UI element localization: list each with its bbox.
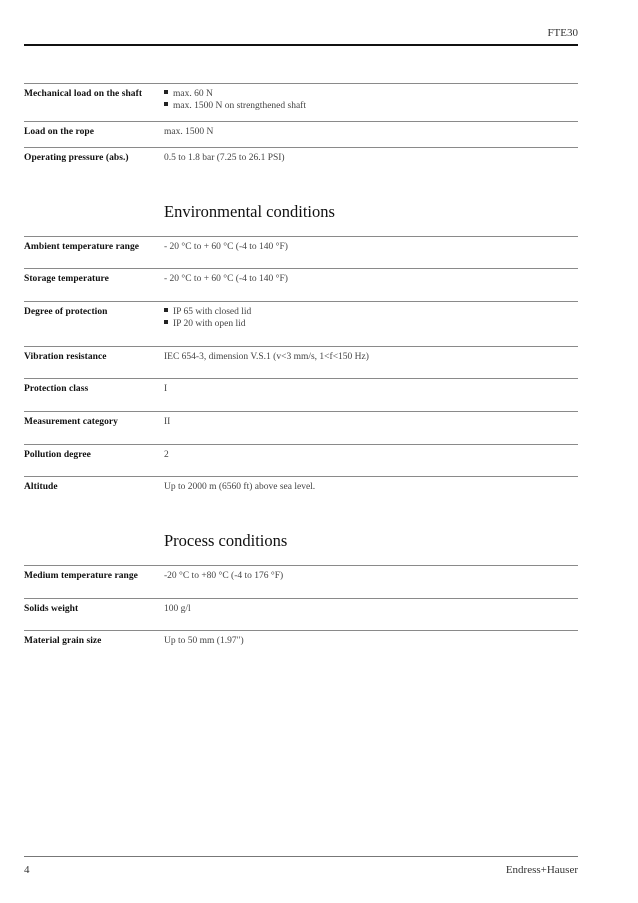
document-id: FTE30 [547, 27, 578, 39]
bullet-item: max. 60 N [164, 88, 306, 100]
bullet-icon [164, 308, 168, 312]
spec-label: Solids weight [24, 604, 79, 614]
spec-value: Up to 50 mm (1.97") [164, 636, 244, 646]
bullet-item: max. 1500 N on strengthened shaft [164, 100, 306, 112]
spec-label: Medium temperature range [24, 571, 138, 581]
spec-label: Altitude [24, 482, 58, 492]
bullet-item: IP 20 with open lid [164, 318, 251, 330]
row-divider [24, 476, 578, 477]
spec-value: -20 °C to +80 °C (-4 to 176 °F) [164, 571, 284, 581]
spec-value: - 20 °C to + 60 °C (-4 to 140 °F) [164, 274, 288, 284]
row-divider [24, 565, 578, 566]
spec-value: - 20 °C to + 60 °C (-4 to 140 °F) [164, 242, 288, 252]
spec-value: I [164, 384, 168, 394]
spec-label: Load on the rope [24, 127, 95, 137]
spec-value: Up to 2000 m (6560 ft) above sea level. [164, 482, 316, 492]
spec-label: Degree of protection [24, 307, 108, 317]
spec-value: 2 [164, 450, 169, 460]
spec-label: Mechanical load on the shaft [24, 89, 143, 99]
bullet-icon [164, 320, 168, 324]
spec-value: max. 1500 N [164, 127, 214, 137]
spec-label: Material grain size [24, 636, 102, 646]
spec-label: Measurement category [24, 417, 118, 427]
spec-label: Pollution degree [24, 450, 91, 460]
footer-rule [24, 856, 578, 857]
row-divider [24, 378, 578, 379]
row-divider [24, 236, 578, 237]
section-heading-environmental: Environmental conditions [164, 202, 335, 221]
row-divider [24, 444, 578, 445]
spec-label: Vibration resistance [24, 352, 107, 362]
row-divider [24, 630, 578, 631]
row-divider [24, 411, 578, 412]
spec-label: Operating pressure (abs.) [24, 153, 129, 163]
bullet-icon [164, 90, 168, 94]
row-divider [24, 121, 578, 122]
spec-value [164, 88, 306, 112]
row-divider [24, 346, 578, 347]
row-divider [24, 301, 578, 302]
spec-value: 100 g/l [164, 604, 191, 614]
spec-value: 0.5 to 1.8 bar (7.25 to 26.1 PSI) [164, 153, 285, 163]
row-divider [24, 598, 578, 599]
row-divider [24, 147, 578, 148]
row-divider [24, 83, 578, 84]
page-number: 4 [24, 864, 30, 876]
section-heading-process: Process conditions [164, 531, 288, 550]
spec-label: Storage temperature [24, 274, 109, 284]
spec-value: II [164, 417, 171, 427]
spec-value [164, 306, 251, 330]
bullet-icon [164, 102, 168, 106]
bullet-item: IP 65 with closed lid [164, 306, 251, 318]
spec-label: Protection class [24, 384, 89, 394]
spec-label: Ambient temperature range [24, 242, 140, 252]
brand-name: Endress+Hauser [505, 864, 578, 876]
spec-value: IEC 654-3, dimension V.S.1 (v<3 mm/s, 1<f<150 Hz) [164, 352, 369, 362]
header-rule [24, 44, 578, 46]
row-divider [24, 268, 578, 269]
